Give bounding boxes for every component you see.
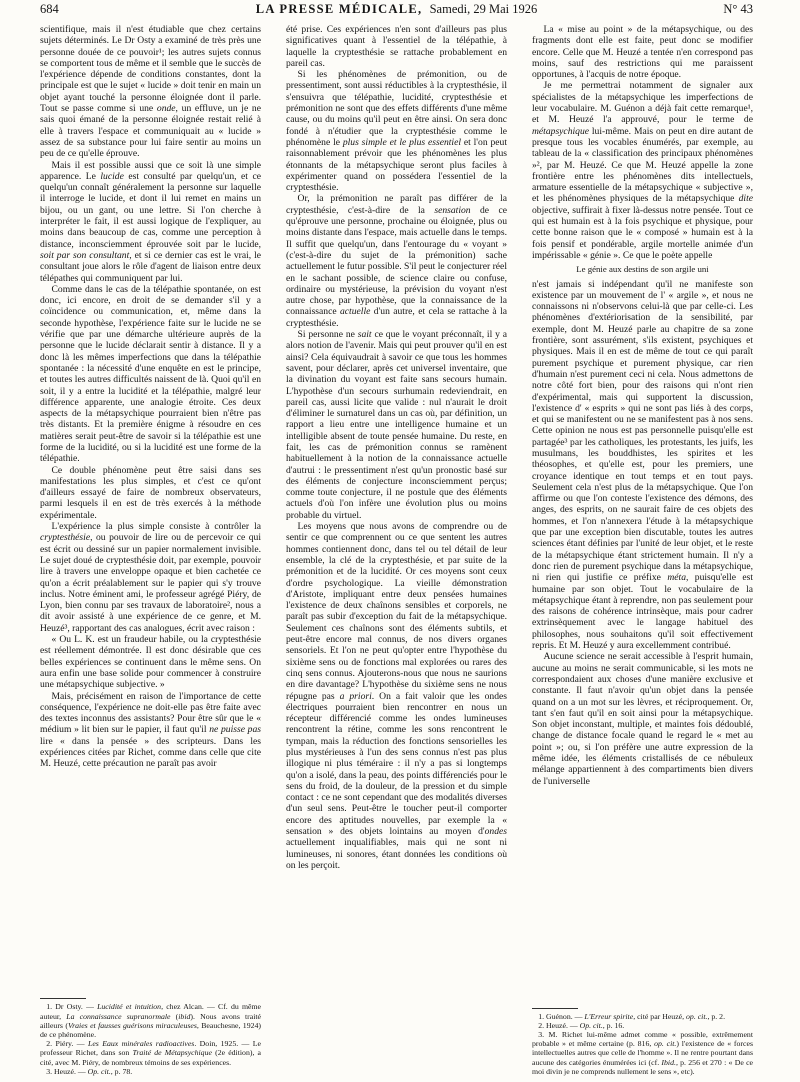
paragraph: [40, 691, 261, 770]
paragraph: [40, 160, 261, 284]
paragraph: [40, 521, 261, 634]
paragraph: [286, 24, 507, 69]
text-run: de ce qu'éprouve une personne, prochaine ou éloignée, plus ou moins distante dans l'espace, mais actuelle dans le temps. Il suffit que quelqu'un, dans l'entourage du « voyant » (c'est-à-dire du sujet de la prémonition) sache actuellement le futur possible. S'il peut le conjecturer réel en le sachant possible, de science claire ou confuse, ordinaire ou mystérieuse, la prévision du voyant n'est autre chose, par hypothèse, que la connaissance de la connaissance: [286, 204, 507, 318]
issue-number: N° 43: [723, 2, 753, 16]
text-run: est consulté par quelqu'un, et ce quelqu'un connaît généralement la personne sur laquelle il interroge le lucide, et dont il lui remet en mains un bijou, ou un gant, ou une lettre. Si l'on cherche à interpréter le fait, il est aussi logique de l'expliquer, au moins dans beaucoup de cas, comme une perception à distance, inconsciemment éprouvée soit par le lucide,: [40, 170, 261, 250]
text-run: lire « dans la pensée » des scripteurs. Dans les expériences citées par Richet, comme dans celle que cite M. Heuzé, cette précaution ne paraît pas avoir: [40, 735, 261, 770]
text-run: et l'on peut raisonnablement prévoir que les phénomènes les plus étonnants de la métapsychique seront plus faciles à expérimenter quand on possédera l'essentiel de la cryptesthésie.: [286, 136, 507, 194]
emphasis: plus simple et le plus essentiel: [342, 136, 462, 148]
running-head: [40, 1, 753, 17]
text-run: La « mise au point » de la métapsychique, ou des fragments dont elle est faite, peut donc se modifier encore. Celle que M. Heuzé a tentée n'en correspond pas moins, sauf des restrictions qui me paraissent opportunes, à l'acquis de notre époque.: [532, 24, 753, 81]
text-run: ) l'existence de « forces intellectuelles autres que celle de l'homme ». Il ne rentre pourtant dans aucune des catégories énumérées ici (cf.: [532, 1039, 753, 1067]
emphasis: L'Erreur spirite: [584, 1011, 634, 1021]
emphasis: op. cit.: [654, 1039, 677, 1049]
emphasis: Lucidité et intuition: [97, 1002, 162, 1012]
emphasis: op. cit.: [686, 1011, 708, 1021]
emphasis: Op. cit.: [579, 1020, 603, 1030]
text-run: , Beauchesne, 1924) de ce phénomène.: [40, 1020, 261, 1039]
column-1: [40, 24, 261, 1076]
footnotes: [532, 1004, 753, 1076]
paragraph: [532, 80, 753, 261]
emphasis: Les Eaux minérales radioactives: [87, 1039, 195, 1049]
footnote-rule: [40, 998, 86, 999]
column-body: [286, 24, 507, 871]
text-run: Je me permettrai notamment de signaler aux spécialistes de la métapsychique les imperfections de leur vocabulaire. M. Guénon a déjà fait cette remarque¹, et M. Heuzé l'a approuvé, pour le terme de: [532, 80, 753, 126]
paragraph: [286, 521, 507, 871]
paragraph: [40, 465, 261, 521]
emphasis: ondes: [484, 826, 507, 838]
paragraph: [40, 634, 261, 690]
text-run: été prise. Ces expériences n'en sont d'ailleurs pas plus significatives quant à l'essentiel de la télépathie, à laquelle la cryptesthésie se rattache probablement en pareil cas.: [286, 24, 507, 69]
emphasis: métapsychique: [532, 125, 590, 137]
paragraph: [286, 329, 507, 521]
emphasis: onde: [156, 103, 176, 115]
emphasis: ne puisse pas: [209, 724, 261, 736]
footnote: [532, 1030, 753, 1076]
footnote: [532, 1012, 753, 1021]
text-run: Si les phénomènes de prémonition, ou de pressentiment, sont aussi réductibles à la cryptesthésie, il s'ensuivra que télépathie, lucidité, cryptesthésie et prémonition ne sont que des effets différents d'une même cause, ou du moins qu'il peut en être ainsi. On sera donc fondé à n'étudier que la cryptesthésie comme le phénomène le: [286, 69, 507, 148]
text-run: Or, la prémonition ne paraît pas différer de la cryptesthésie, c'est-à-dire de la: [286, 193, 507, 216]
footnote: [40, 1067, 261, 1076]
text-run: Ce double phénomène peut être saisi dans ses manifestations les plus simples, et c'est ce qu'ont d'ailleurs essayé de faire de nombreux observateurs, parmi lesquels il en est de très exercés à la méthode expérimentale.: [40, 464, 261, 521]
footnotes: [40, 994, 261, 1076]
paragraph: [532, 24, 753, 80]
emphasis: Ibid.: [661, 1057, 676, 1067]
emphasis: sensation: [434, 204, 471, 216]
text-run: 1. Guénon. —: [538, 1011, 585, 1021]
page-number: 684: [40, 2, 59, 16]
text-run: . Doin, 1925. — Le professeur Richet, dans son: [40, 1039, 261, 1058]
text-run: (2e édition), a cité, avec M. Piéry, de nombreux témoins de ses expériences.: [40, 1048, 261, 1067]
text-run: , ou pouvoir de lire ou de percevoir ce qui est écrit ou dessiné sur un papier normalement invisible. Le sujet doué de cryptesthésie doit, par exemple, pouvoir lire à travers une enveloppe opaque et bien cachetée ce qu'on a écrit préalablement sur le papier qui s'y trouve inclus. Notre éminent ami, le professeur agrégé Piéry, de Lyon, bien connu par ses travaux de laboratoire², nous a dit avoir assisté à une expérience de ce genre, et M. Heuzé³, rapportant des cas analogues, écrit avec raison :: [40, 532, 261, 634]
text-run: Si personne ne: [297, 329, 358, 341]
text-run: L'expérience la plus simple consiste à contrôler la: [51, 521, 261, 533]
text-run: Les moyens que nous avons de comprendre ou de sentir ce que comprennent ou ce que sentent les autres hommes contiennent donc, dans tel ou tel détail de leur ensemble, la clé de la cryptesthésie, et par suite de la prémonition et de la lucidité. Or ces moyens sont ceux d'ordre psychologique. La vieille démonstration d'Aristote, impliquant entre deux pensées humaines l'existence de deux chaînons sensibles et corporels, ne paraît pas subir d'exception du fait de la métapsychique. Seulement ces chaînons sont des éléments subtils, et peut-être encore mal connus, de nos divers organes sensoriels. Et l'on ne peut qu'opter entre l'hypothèse du sixième sens ou de fonctions mal explorées ou rares des cinq sens connus. Ajouterons-nous que nous ne saurions en dire davantage? L'hypothèse du sixième sens ne nous répugne pas: [286, 521, 507, 702]
emphasis: Vraies et fausses guérisons miraculeuses: [67, 1020, 197, 1030]
text-run: , p. 256 et 270 : « De ce moi divin je ne comprends nullement le sens », etc).: [532, 1057, 753, 1076]
text-run: 3. Heuzé. —: [46, 1066, 88, 1076]
text-run: 2. Heuzé. —: [538, 1020, 580, 1030]
paragraph: [40, 24, 261, 160]
paragraph: [286, 69, 507, 193]
emphasis: dite: [738, 193, 753, 205]
emphasis: a priori: [339, 690, 372, 702]
text-run: n'est jamais si indépendant qu'il ne manifeste son existence par un mouvement de l' « argile », et nous ne connaissons ni n'observons celui-là que par celle-ci. Les phénomènes d'extériorisation de la sensibilité, par exemple, dont M. Heuzé parle au chapitre de sa zone frontière, sont assurément, s'ils existent, psychiques et physiques. Mais il en est de même de tout ce qui paraît purement psychique et purement physique, car rien d'humain n'est purement ceci ni cela. Nous admettons de notre côté fort bien, pour des raisons qui n'ont rien d'expérimental, mais qui supportent la discussion, l'existence d' « esprits » qui ne sont pas liés à des corps, et qui se manifestent ou ne se manifestent pas à nos sens. Cette opinion ne nous est pas personnelle puisqu'elle est partagée³ par les catholiques, les protestants, les juifs, les musulmans, les bouddhistes, les spirites et les théosophes, et qu'elle est, pour les premiers, une croyance identique en tout temps et en tout pays. Seulement cela n'est plus de la métapsychique. Que l'on affirme ou que l'on conteste l'existence des démons, des anges, des esprits, on ne saurait faire de ces objets des hommes, et l'on n'annexera l'étude à la métapsychique que par une exception bien discutable, toutes les autres sciences étant définies par l'unité de leur objet, et le reste de la métapsychique étant strictement humain. Il n'y a donc rien de purement psychique dans la métapsychique, ni rien qui justifie ce préfixe: [532, 278, 753, 584]
verse-quote: Le génie aux destins de son argile uni: [576, 264, 709, 275]
text-run: lui-même. Mais on peut en dire autant de presque tous les vocables énumérés, par exemple, au tableau de la « classification des principaux phénomènes »², par M. Heuzé. Ce que M. Heuzé appelle la zone frontière entre les phénomènes dits intellectuels, armature essentielle de la métapsychique « subjective », et les phénomènes physiques de la métapsychique: [532, 125, 753, 205]
footnote-rule: [532, 1008, 578, 1009]
text-run: 1. Dr Osty. —: [46, 1002, 98, 1012]
text-run: actuellement inqualifiables, mais qui ne sont ni lumineuses, ni sonores, étant données les conditions où on les perçoit.: [286, 837, 507, 871]
text-run: Mais il est possible aussi que ce soit là une simple apparence. Le: [40, 159, 261, 182]
text-run: « Ou L. K. est un fraudeur habile, ou la cryptesthésie est réellement démontrée. Il est donc désirable que ces belles expériences se continuent dans le même sens. On aura enfin une base solide pour commencer à construire une métapsychique subjective. »: [40, 634, 261, 691]
footnote: [532, 1021, 753, 1030]
text-run: ). Nous avons traité ailleurs (: [40, 1011, 261, 1030]
text-run: 2. Piéry. —: [46, 1039, 88, 1049]
column-3: [532, 24, 753, 1076]
paragraph: [40, 284, 261, 465]
text-run: Aucune science ne serait accessible à l'esprit humain, aucune au moins ne serait communicable, si les mots ne correspondaient aux choses d'une manière exclusive et constante. Il faut n'avoir qu'un objet dans la pensée quand on a un mot sur les lèvres, et réciproquement. Or, tant s'en faut qu'il en soit ainsi pour la métapsychique. Son objet inconstant, multiple, et maintes fois dédoublé, change de distance focale quand le regard le « met au point »; ou, si l'on préfère une autre expression de la même idée, les éléments cristallisés de ce nébuleux mélange appartiennent à des compartiments bien divers de l'universelle: [532, 651, 753, 787]
emphasis: lucide: [100, 170, 124, 182]
paragraph: [532, 651, 753, 787]
text-run: (: [170, 1011, 179, 1021]
text-run: , p. 78.: [110, 1066, 133, 1076]
emphasis: méta: [667, 572, 686, 584]
journal-title: LA PRESSE MÉDICALE,: [255, 2, 423, 16]
emphasis: cryptesthésie: [40, 532, 91, 544]
column-2: [286, 24, 507, 1076]
text-run: d'un autre, et cela se rattache à la cryptesthésie.: [286, 306, 507, 329]
footnote: [40, 1039, 261, 1067]
text-run: , puisqu'elle est humaine par son objet. Tout le vocabulaire de la métapsychique étant à reprendre, non pas seulement pour des raisons de cohérence intrinsèque, mais pour cadrer extrinsèquement avec le langage habituel des philosophes, nous souhaitons qu'il soit effectivement repris. Et M. Heuzé y aura excellemment contribué.: [532, 572, 753, 652]
column-body: [40, 24, 261, 770]
text-run: , p. 16.: [602, 1020, 625, 1030]
text-run: scientifique, mais il n'est étudiable que chez certains sujets déterminés. Le Dr Osty a examiné de très près une personne douée de ce pouvoir¹; les autres sujets connus se comportent tous de même et il semble que le succès de l'expérience dépende de conditions constantes, dont la principale est que le sujet « lucide » doit tenir en main un objet ayant touché la personne éloignée dont il parle. Tout se passe comme si une: [40, 24, 261, 115]
text-run: , cité par Heuzé,: [633, 1011, 687, 1021]
text-run: , un effluve, un je ne sais quoi émané de la personne éloignée restait relié à elle à travers l'espace et communiquait au « lucide » assez de sa substance pour lui faire sentir au moins un peu de ce qu'elle éprouve.: [40, 103, 261, 160]
paragraph: [286, 193, 507, 329]
emphasis: ibid: [178, 1011, 191, 1021]
emphasis: sait: [357, 329, 372, 341]
text-run: 3. M. Richet lui-même admet comme « possible, extrêmement probable » et même certaine (p. 816,: [532, 1029, 753, 1049]
emphasis: Op. cit.: [87, 1066, 111, 1076]
column-body: [532, 24, 753, 787]
footnote: [40, 1002, 261, 1039]
text-run: objective, suffirait à fixer là-dessus notre pensée. Tout ce qui est humain est à la fois psychique et physique, pour cette bonne raison que le « composé » humain est à la fois pensif et pondérable, argile mortelle animée d'un impérissable « génie ». Ce que le poète appelle: [532, 204, 753, 261]
text-run: Comme dans le cas de la télépathie spontanée, on est donc, ici encore, en droit de se demander s'il y a coïncidence ou communication, et, même dans la seconde hypothèse, l'expérience faite sur le lucide ne se vérifie que par une démarche ultérieure auprès de la personne que le lucide déclarait sentir à distance. Il y a donc là les mêmes imperfections que dans la télépathie spontanée : la nécessité d'une enquête en est le principe, et toutes les autres difficultés naissent de là. Quoi qu'il en soit, il y a entre la lucidité et la télépathie, malgré leur différence apparente, une analogie étroite. Ces deux aspects de la métapsychique pourraient bien n'être pas très distants. Et la première énigme à résoudre en ces matières serait peut-être de savoir si la télépathie est une forme de la lucidité, ou si la lucidité est une forme de la télépathie.: [40, 283, 261, 465]
text-run: , et si ce dernier cas est le vrai, le consultant joue alors le rôle d'agent de liaison entre deux télépathes qui communiquent par lui.: [40, 249, 261, 284]
emphasis: actuelle: [340, 306, 371, 318]
issue-date: Samedi, 29 Mai 1926: [429, 2, 538, 16]
text-run: , chez Alcan. — Cf. du même auteur,: [40, 1002, 261, 1021]
text-run: Mais, précisément en raison de l'importance de cette conséquence, l'expérience ne doit-elle pas être faite avec des textes inconnus des assistants? Pour être sûr que le « médium » lit bien sur le papier, il faut qu'il: [40, 690, 261, 736]
text-run: . On a fait valoir que les ondes électriques pourraient bien rencontrer en nous un récepteur différencié comme les ondes lumineuses rencontrent la rétine, comme les sons rencontrent le tympan, mais la réduction des fonctions sensorielles les plus mystérieuses à l'un des sens connus n'est pas plus illogique ni plus téméraire : il n'y a pas si longtemps qu'on a isolé, dans la peau, des points différenciés pour le sens du froid, de la douleur, de la pression et du simple contact : ce ne sont cependant que des modalités diverses d'un seul sens. Peut-être le toucher peut-il comporter encore des aptitudes nouvelles, par exemple la « sensation » des objets lointains au moyen d': [286, 690, 507, 838]
paragraph: [532, 279, 753, 652]
text-run: ce que le voyant préconnaît, il y a alors notion de l'avenir. Mais qui peut prouver qu'il en est ainsi? Cela équivaudrait à savoir ce que tous les hommes savent, pour déclarer, après cet universel inventaire, que la divination du voyant est faite sans secours humain. L'hypothèse d'un secours surhumain redeviendrait, en pareil cas, aussi licite que valide : nul n'aurait le droit d'éliminer le surnaturel dans un cas où, par définition, un rapport a lieu entre une intelligence humaine et un intelligible absent de toute pensée humaine. Du reste, en fait, les cas de prémonition connus se ramènent habituellement à la notion de la connaissance actuelle d'autrui : le pressentiment n'est qu'un pronostic basé sur des éléments de conjecture inconsciemment perçus; comme toute conjecture, il ne postule que des éléments actuels d'où l'on infère une évolution plus ou moins probable du virtuel.: [286, 329, 507, 521]
emphasis: Traité de Métapsychique: [132, 1048, 212, 1058]
emphasis: soit par son consultant: [40, 249, 130, 261]
masthead: [40, 1, 753, 17]
text-run: , p. 2.: [707, 1011, 726, 1021]
emphasis: La connaissance supranormale: [66, 1011, 171, 1021]
